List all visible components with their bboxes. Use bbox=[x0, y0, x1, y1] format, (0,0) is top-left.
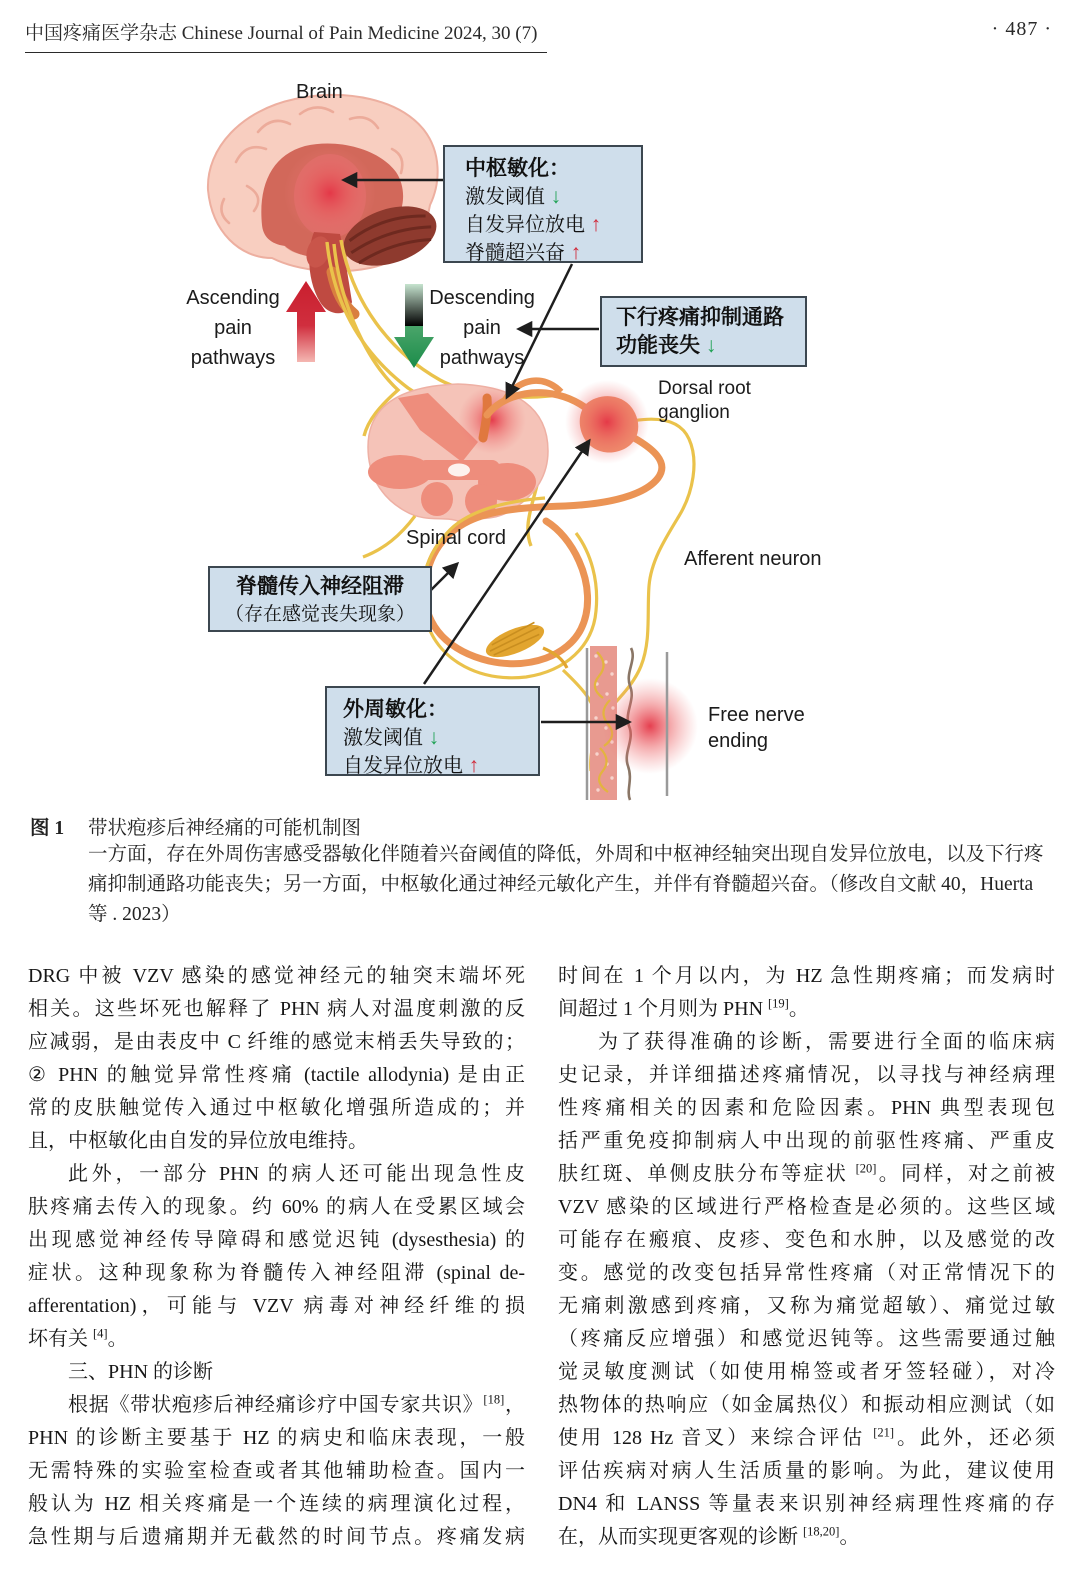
body-column-left bbox=[28, 960, 525, 1554]
descending-loss-line2: 功能丧失 ↓ bbox=[616, 334, 717, 357]
body-text-line: 出现感觉神经传导障碍和感觉迟钝 (dysesthesia) 的 bbox=[28, 1229, 525, 1251]
central-item-threshold: 激发阈值 ↓ bbox=[465, 185, 562, 208]
central-sensitization-title: 中枢敏化： bbox=[465, 157, 570, 180]
figure-1 bbox=[0, 80, 1080, 812]
down-arrow-icon: ↓ bbox=[428, 726, 440, 749]
body-text-line: 症状。这种现象称为脊髓传入神经阻滞 (spinal de- bbox=[28, 1262, 525, 1284]
descending-inhibition-loss-box bbox=[600, 296, 807, 367]
spinal-cord-label: Spinal cord bbox=[406, 527, 507, 549]
up-arrow-icon: ↑ bbox=[468, 754, 480, 777]
body-text-line: 间超过 1 个月则为 PHN [19]。 bbox=[558, 996, 809, 1020]
central-item-hyperexcitability: 脊髓超兴奋 ↑ bbox=[465, 241, 582, 264]
page-header bbox=[25, 18, 1052, 53]
body-column-right bbox=[558, 960, 1055, 1554]
body-text-line: 史记录，并详细描述疼痛情况，以寻找与神经病理 bbox=[558, 1064, 1055, 1086]
page-number: · 487 · bbox=[991, 18, 1052, 40]
citation-superscript: [21] bbox=[873, 1425, 895, 1440]
body-text-line: ② PHN 的触觉异常性疼痛 (tactile allodynia) 是由正 bbox=[28, 1064, 525, 1086]
figure-caption-label: 图 1 bbox=[30, 818, 65, 839]
body-text-line: 应减弱，是由表皮中 C 纤维的感觉末梢丢失导致的； bbox=[28, 1031, 525, 1053]
peripheral-item-ectopic: 自发异位放电 ↑ bbox=[343, 754, 480, 777]
up-arrow-icon: ↑ bbox=[570, 241, 582, 264]
body-text-line: 变。感觉的改变包括异常性疼痛（对正常情况下的 bbox=[558, 1262, 1055, 1284]
central-sensitization-box bbox=[443, 145, 643, 263]
figure-caption-description bbox=[88, 840, 1052, 930]
body-text-line: 时间在 1 个月以内，为 HZ 急性期疼痛；而发病时 bbox=[558, 965, 1055, 987]
afferent-neuron-label: Afferent neuron bbox=[684, 548, 822, 570]
descending-loss-line1: 下行疼痛抑制通路 bbox=[616, 306, 784, 329]
body-text-line: DN4 和 LANSS 等量表来识别神经病理性疼痛的存 bbox=[558, 1493, 1055, 1515]
body-text-line: 相关。这些坏死也解释了 PHN 病人对温度刺激的反 bbox=[28, 998, 525, 1020]
peripheral-sensitization-title: 外周敏化： bbox=[343, 698, 448, 721]
body-text-line: 此外，一部分 PHN 的病人还可能出现急性皮 bbox=[68, 1163, 525, 1185]
body-text-line: DRG 中被 VZV 感染的感觉神经元的轴突末端坏死 bbox=[28, 965, 525, 987]
peripheral-sensitization-box bbox=[325, 686, 540, 776]
citation-superscript: [19] bbox=[768, 996, 789, 1011]
citation-superscript: [20] bbox=[855, 1161, 877, 1176]
body-text-line: 肤疼痛去传入的现象。约 60% 的病人在受累区域会 bbox=[28, 1196, 525, 1218]
body-text-line: 急性期与后遗痛期并无截然的时间节点。疼痛发病 bbox=[28, 1526, 525, 1548]
body-text-line: afferentation)，可能与 VZV 病毒对神经纤维的损 bbox=[28, 1295, 525, 1317]
descending-pathways-label: Descending pain pathways bbox=[429, 287, 535, 369]
body-text-line: 使用 128 Hz 音叉）来综合评估 [21]。此外，还必须 bbox=[558, 1425, 1055, 1449]
body-text-line: 三、PHN 的诊断 bbox=[68, 1361, 214, 1383]
body-text-line: 肤红斑、单侧皮肤分布等症状 [20]。同样，对之前被 bbox=[558, 1161, 1055, 1185]
free-nerve-ending-label: Free nerve ending bbox=[708, 704, 805, 752]
body-text-line: 觉灵敏度测试（如使用棉签或者牙签轻碰），对冷 bbox=[558, 1361, 1055, 1383]
body-text-line: 坏有关 [4]。 bbox=[28, 1326, 128, 1350]
ascending-pathways-label: Ascending pain pathways bbox=[186, 287, 280, 369]
deafferentation-subtitle: （存在感觉丧失现象） bbox=[224, 604, 415, 625]
deafferentation-title: 脊髓传入神经阻滞 bbox=[236, 575, 404, 598]
body-text-line: VZV 感染的区域进行严格检查是必须的。这些区域 bbox=[558, 1196, 1055, 1218]
body-text-line: 且，中枢敏化由自发的异位放电维持。 bbox=[28, 1130, 368, 1152]
journal-title: 中国疼痛医学杂志 Chinese Journal of Pain Medicine 2024, 30 (7) bbox=[25, 18, 547, 53]
peripheral-item-threshold: 激发阈值 ↓ bbox=[343, 726, 440, 749]
figure-caption-title: 带状疱疹后神经痛的可能机制图 bbox=[88, 818, 362, 839]
body-text-line: PHN 的诊断主要基于 HZ 的病史和临床表现，一般 bbox=[28, 1427, 525, 1449]
central-item-ectopic: 自发异位放电 ↑ bbox=[465, 213, 602, 236]
figure-caption bbox=[30, 812, 1052, 930]
caption-line: 一方面，存在外周伤害感受器敏化伴随着兴奋阈值的降低，外周和中枢神经轴突出现自发异位放电，以及下行疼 bbox=[88, 844, 1044, 865]
body-text-line: 根据《带状疱疹后神经痛诊疗中国专家共识》[18]， bbox=[68, 1392, 525, 1416]
body-text-line: （疼痛反应增强）和感觉迟钝等。这些需要通过触 bbox=[558, 1328, 1055, 1350]
body-text-line: 般认为 HZ 相关疼痛是一个连续的病理演化过程， bbox=[28, 1493, 525, 1515]
up-arrow-icon: ↑ bbox=[590, 213, 602, 236]
brain-label: Brain bbox=[296, 81, 343, 103]
body-text-line: 可能存在瘢痕、皮疹、变色和水肿，以及感觉的改 bbox=[558, 1229, 1055, 1251]
spinal-deafferentation-box bbox=[208, 566, 432, 632]
dorsal-root-ganglion-label: Dorsal root ganglion bbox=[658, 378, 751, 423]
body-text-line: 性疼痛相关的因素和危险因素。PHN 典型表现包 bbox=[558, 1097, 1055, 1119]
caption-line: 等 . 2023） bbox=[88, 904, 181, 925]
caption-line: 痛抑制通路功能丧失；另一方面，中枢敏化通过神经元敏化产生，并伴有脊髓超兴奋。（修改自文献 40，Huerta bbox=[88, 874, 1034, 895]
citation-superscript: [4] bbox=[93, 1326, 108, 1341]
body-text-line: 无痛刺激感到疼痛，又称为痛觉超敏）、痛觉过敏 bbox=[558, 1295, 1055, 1317]
body-text-line: 为了获得准确的诊断，需要进行全面的临床病 bbox=[598, 1031, 1055, 1053]
body-text-line: 在，从而实现更客观的诊断 [18,20]。 bbox=[558, 1524, 860, 1548]
body-text-line: 评估疾病对病人生活质量的影响。为此，建议使用 bbox=[558, 1460, 1055, 1482]
body-text-line: 热物体的热响应（如金属热仪）和振动相应测试（如 bbox=[558, 1394, 1055, 1416]
body-text-line: 括严重免疫抑制病人中出现的前驱性疼痛、严重皮 bbox=[558, 1130, 1055, 1152]
body-text-line: 无需特殊的实验室检查或者其他辅助检查。国内一 bbox=[28, 1460, 525, 1482]
body-text-line: 常的皮肤触觉传入通过中枢敏化增强所造成的；并 bbox=[28, 1097, 525, 1119]
citation-superscript: [18] bbox=[483, 1392, 505, 1407]
down-arrow-icon: ↓ bbox=[705, 334, 717, 357]
citation-superscript: [18,20] bbox=[803, 1524, 840, 1539]
down-arrow-icon: ↓ bbox=[550, 185, 562, 208]
